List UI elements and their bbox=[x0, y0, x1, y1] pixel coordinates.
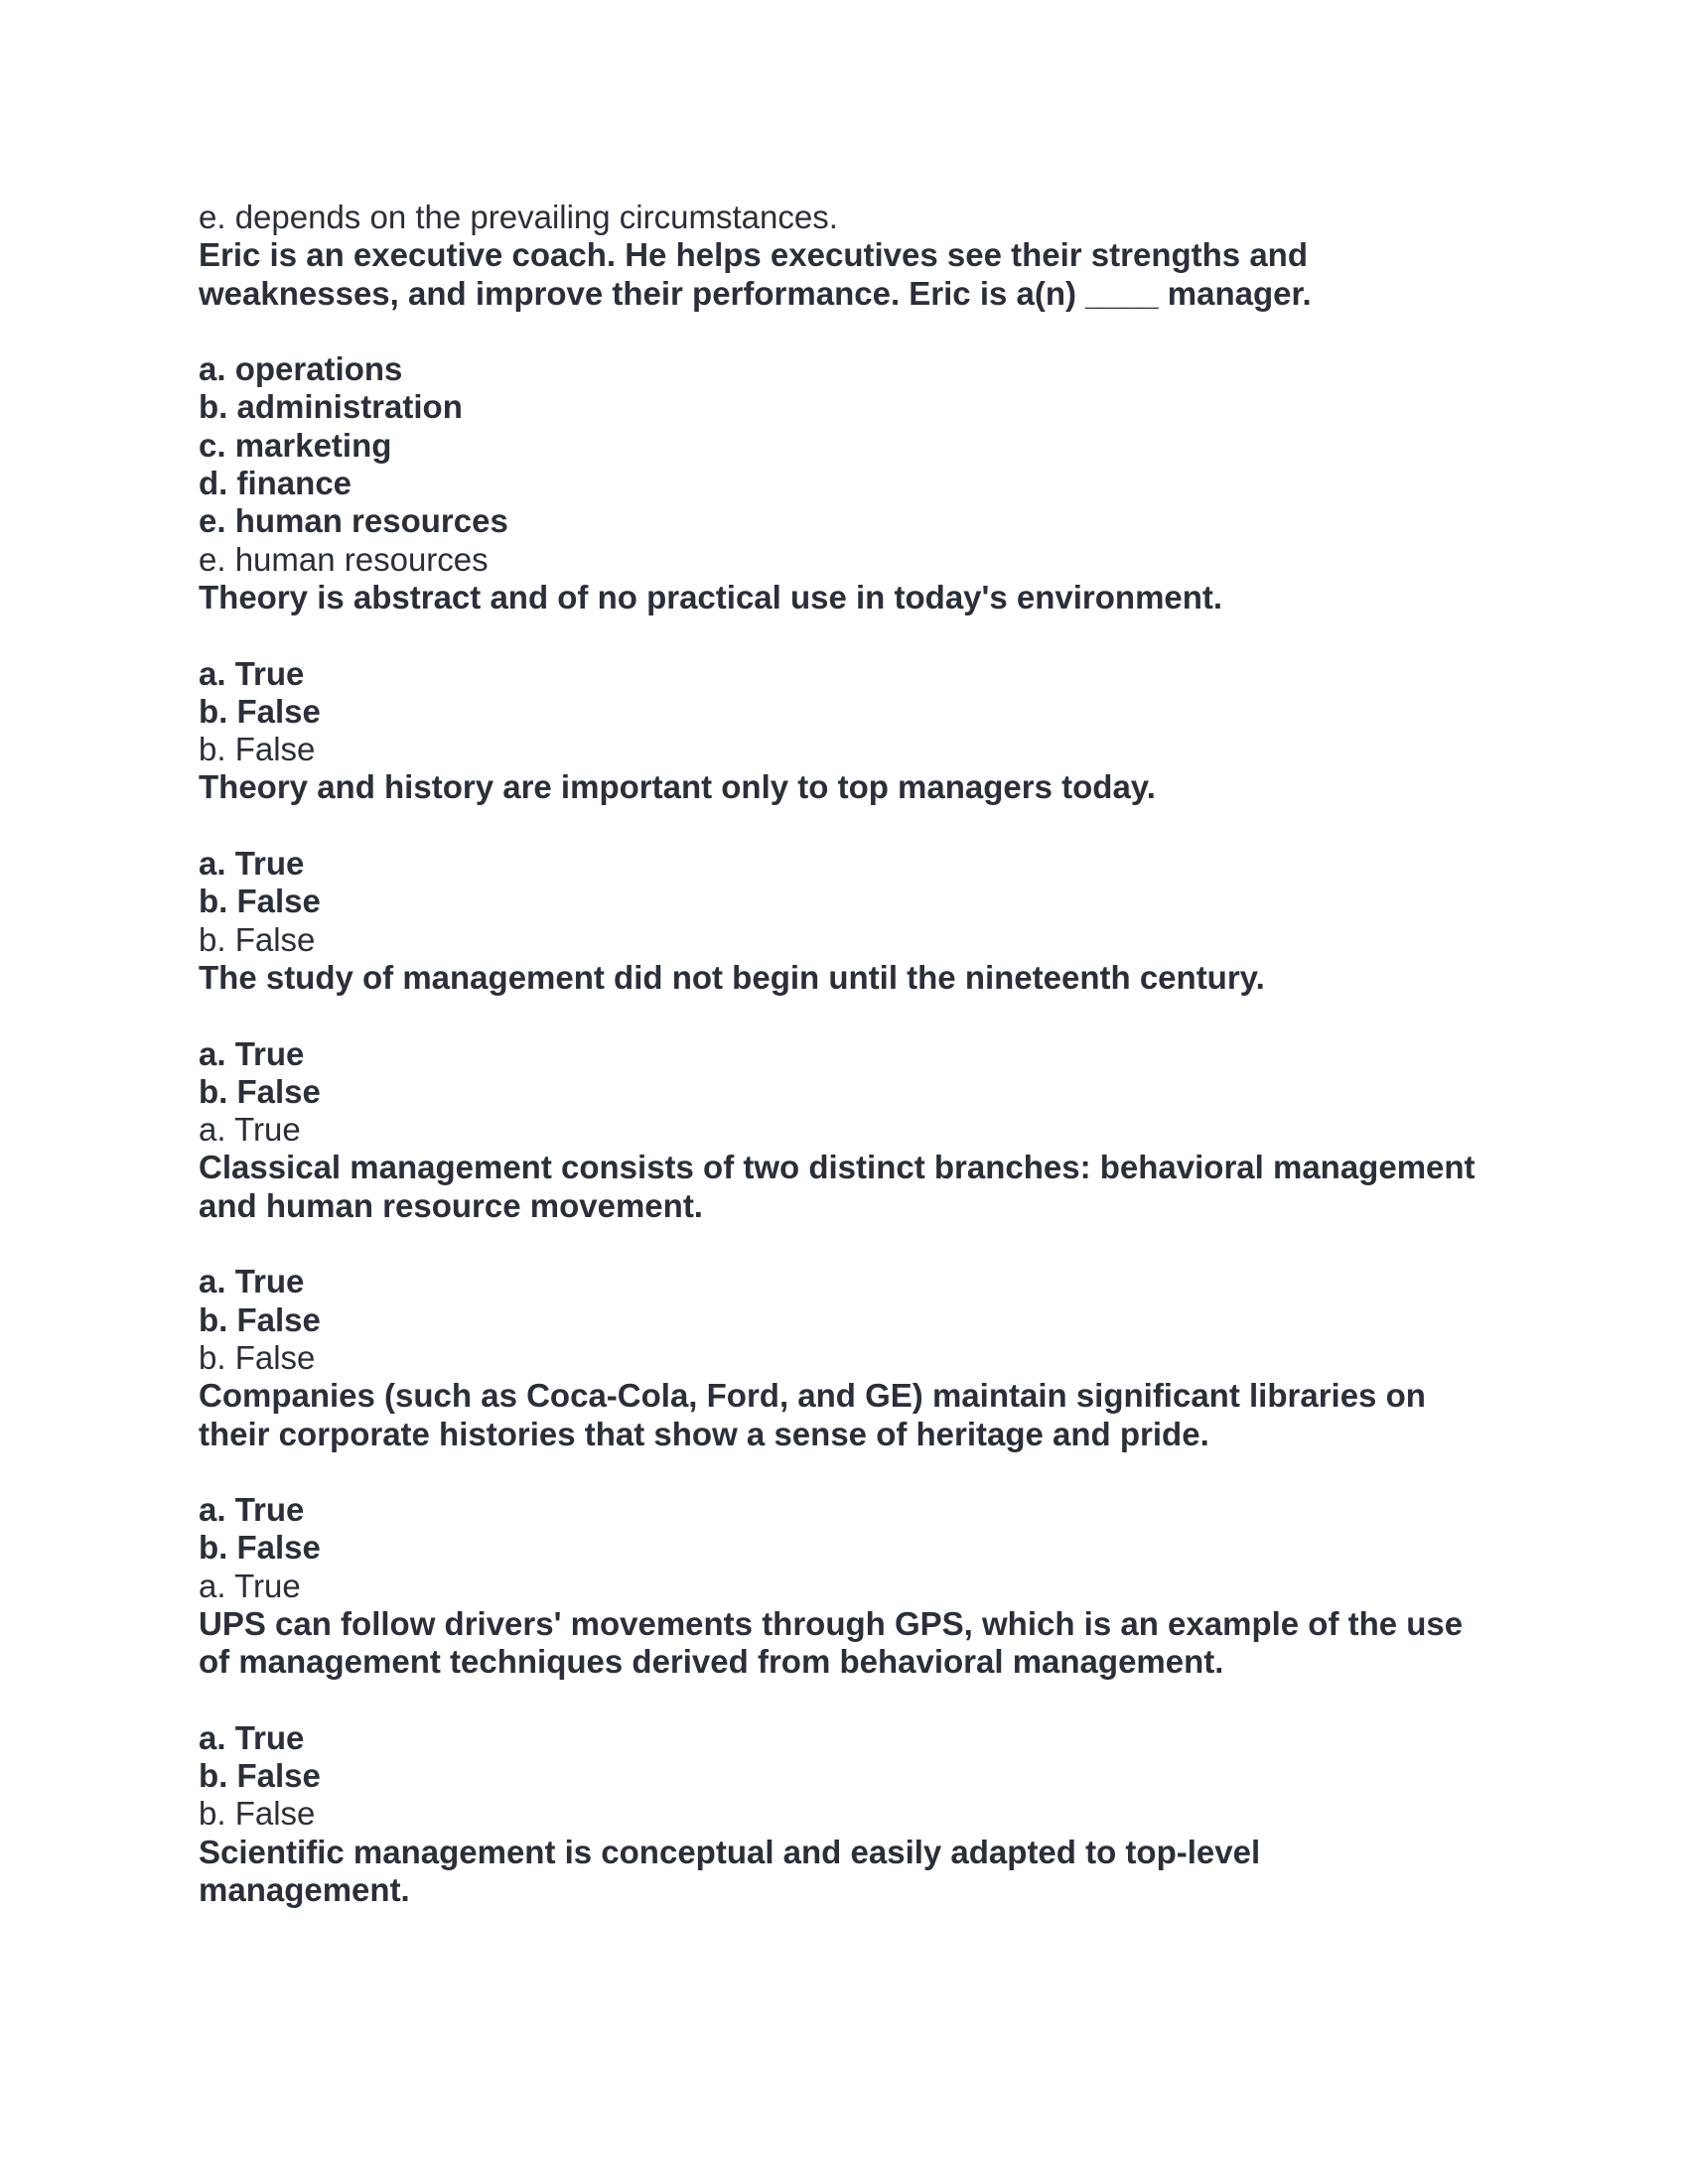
option: a. operations bbox=[199, 350, 403, 388]
question-text: Scientific management is conceptual and easily adapted to top-level management. bbox=[199, 1833, 1261, 1909]
question-block bbox=[199, 959, 1509, 1149]
question-text: UPS can follow drivers' movements through GPS, which is an example of the use of management techniques derived from behavioral management. bbox=[199, 1604, 1464, 1681]
answer: a. True bbox=[199, 1111, 301, 1149]
question-block bbox=[199, 1149, 1509, 1377]
option: e. human resources bbox=[199, 502, 508, 540]
option: b. False bbox=[199, 1300, 321, 1338]
answer: e. human resources bbox=[199, 540, 489, 578]
option: b. administration bbox=[199, 388, 463, 426]
option: b. False bbox=[199, 1072, 321, 1110]
option: a. True bbox=[199, 1491, 305, 1529]
question-block bbox=[199, 236, 1509, 579]
question-block bbox=[199, 1605, 1509, 1834]
option: b. False bbox=[199, 883, 321, 920]
answer: b. False bbox=[199, 1338, 316, 1376]
option: a. True bbox=[199, 1034, 305, 1072]
option: a. True bbox=[199, 1718, 305, 1756]
option: d. finance bbox=[199, 465, 352, 502]
answer: a. True bbox=[199, 1567, 301, 1604]
option: c. marketing bbox=[199, 426, 392, 464]
option: a. True bbox=[199, 654, 305, 692]
question-text: Theory is abstract and of no practical use in today's environment. bbox=[199, 578, 1223, 615]
document-page bbox=[199, 199, 1509, 1909]
question-block bbox=[199, 768, 1509, 958]
answer: b. False bbox=[199, 731, 316, 768]
question-text: Theory and history are important only to top managers today. bbox=[199, 768, 1156, 806]
option: a. True bbox=[199, 1263, 305, 1300]
option: b. False bbox=[199, 692, 321, 730]
question-block bbox=[199, 1834, 1509, 1910]
option: b. False bbox=[199, 1529, 321, 1567]
preceding-answer: e. depends on the prevailing circumstances. bbox=[199, 199, 838, 235]
question-text: The study of management did not begin until the nineteenth century. bbox=[199, 958, 1265, 996]
answer: b. False bbox=[199, 1795, 316, 1833]
question-block bbox=[199, 1377, 1509, 1605]
option: b. False bbox=[199, 1757, 321, 1795]
question-text: Eric is an executive coach. He helps executives see their strengths and weaknesses, and improve their performance. Eric is a(n) ____ manager. bbox=[199, 236, 1312, 312]
answer: b. False bbox=[199, 920, 316, 958]
question-text: Classical management consists of two distinct branches: behavioral management and human resource movement. bbox=[199, 1149, 1476, 1224]
question-text: Companies (such as Coca-Cola, Ford, and GE) maintain significant libraries on their corporate histories that show a sense of heritage and pride. bbox=[199, 1377, 1426, 1452]
option: a. True bbox=[199, 845, 305, 883]
question-block bbox=[199, 579, 1509, 768]
